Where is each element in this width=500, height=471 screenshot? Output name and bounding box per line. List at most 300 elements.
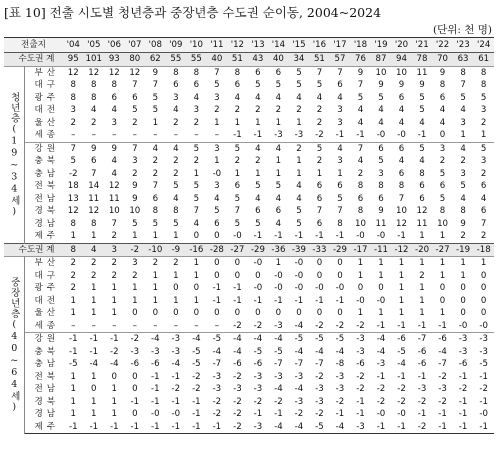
year-header: '10 [186, 38, 207, 53]
value-cell: 5 [419, 105, 425, 116]
value-cell: -7 [274, 359, 283, 370]
value-cell: 5 [460, 181, 466, 192]
value-cell: -2 [192, 384, 201, 395]
table-row [4, 142, 494, 155]
value-cell: 1 [111, 295, 118, 306]
value-cell: 5 [296, 218, 302, 229]
year-header: '20 [391, 38, 412, 53]
value-cell: 6 [275, 206, 282, 217]
value-cell: 1 [91, 308, 97, 319]
value-cell: -0 [233, 231, 242, 242]
value-cell: -7 [438, 359, 447, 370]
value-cell: 2 [357, 168, 364, 179]
value-cell: 3 [214, 92, 220, 103]
total-row [4, 243, 494, 257]
value-cell: -2 [227, 421, 248, 434]
value-cell: 6 [419, 181, 425, 192]
value-cell: 7 [152, 181, 159, 192]
value-cell: -1 [192, 396, 201, 407]
value-cell: -0 [376, 295, 386, 306]
value-cell: 1 [398, 295, 405, 306]
value-cell: 2 [255, 105, 261, 116]
value-cell: -3 [335, 384, 345, 395]
value-cell: 4 [275, 193, 282, 204]
value-cell: 1 [91, 396, 97, 407]
value-cell: -3 [212, 384, 222, 395]
value-cell: 2 [234, 105, 241, 116]
value-cell: 5 [193, 193, 200, 204]
value-cell: -2 [397, 396, 406, 407]
region-label: 경남 [34, 218, 60, 229]
value-cell: -1 [151, 384, 160, 395]
table-row [4, 320, 494, 333]
value-cell: 2 [173, 117, 179, 128]
value-cell: 2 [316, 105, 323, 116]
value-cell: 101 [84, 53, 105, 67]
value-cell: -1 [438, 320, 447, 331]
value-cell: 9 [378, 206, 384, 217]
value-cell: -4 [397, 359, 406, 370]
value-cell: -2 [356, 371, 365, 382]
value-cell: -3 [130, 346, 140, 357]
value-cell: -1 [397, 320, 406, 331]
value-cell: 2 [460, 156, 466, 167]
value-cell: 5 [214, 206, 220, 217]
value-cell: 4 [439, 117, 446, 128]
value-cell: 8 [337, 218, 343, 229]
value-cell: -3 [294, 371, 304, 382]
value-cell: 2 [316, 156, 323, 167]
value-cell: 7 [330, 66, 351, 79]
value-cell: 9 [84, 142, 105, 155]
table-row [4, 396, 494, 409]
value-cell: -1 [186, 421, 207, 434]
value-cell: 4 [453, 142, 474, 155]
value-cell: -3 [253, 371, 263, 382]
value-cell: 9 [145, 66, 166, 79]
value-cell: -2 [438, 396, 447, 407]
value-cell: -3 [458, 346, 468, 357]
value-cell: -4 [212, 346, 222, 357]
value-cell: -0 [335, 283, 345, 294]
value-cell: 6 [234, 80, 241, 91]
value-cell: 5 [419, 92, 425, 103]
value-cell: -4 [110, 359, 119, 370]
value-cell: 1 [480, 130, 487, 141]
value-cell: -19 [453, 243, 474, 257]
value-cell: 0 [460, 295, 466, 306]
value-cell: -1 [458, 371, 468, 382]
region-label: 대전 [34, 295, 60, 306]
value-cell: 1 [296, 117, 302, 128]
year-header: '14 [268, 38, 289, 53]
value-cell: -1 [432, 421, 453, 434]
value-cell: -33 [309, 243, 330, 257]
value-cell: 0 [173, 308, 179, 319]
value-cell: 2 [70, 270, 76, 281]
value-cell: -4 [294, 384, 304, 395]
value-cell: 0 [132, 371, 138, 382]
value-cell: 0 [234, 270, 241, 281]
value-cell: -5 [192, 346, 201, 357]
value-cell: 5 [193, 181, 200, 192]
value-cell: 0 [275, 308, 282, 319]
value-cell: 0 [234, 308, 241, 319]
value-cell: 1 [193, 168, 200, 179]
value-cell: 10 [391, 66, 412, 79]
value-cell: -1 [130, 396, 140, 407]
value-cell: 7 [207, 66, 228, 79]
value-cell: 8 [91, 218, 97, 229]
region-label: 강원 [24, 142, 63, 155]
value-cell: -3 [166, 333, 187, 346]
value-cell: -2 [294, 409, 304, 420]
value-cell: 10 [108, 206, 120, 217]
region-label: 충북 [34, 156, 60, 167]
year-header: '16 [309, 38, 330, 53]
value-cell: – [194, 320, 199, 331]
value-cell: -3 [417, 384, 427, 395]
value-cell: 93 [104, 53, 125, 67]
value-cell: 7 [350, 142, 371, 155]
value-cell: 40 [268, 53, 289, 67]
value-cell: -3 [151, 346, 160, 357]
value-cell: 4 [214, 193, 220, 204]
value-cell: -1 [274, 295, 283, 306]
value-cell: 62 [145, 53, 166, 67]
value-cell: 5 [173, 218, 179, 229]
value-cell: 6 [111, 92, 118, 103]
value-cell: 1 [70, 231, 76, 242]
value-cell: -2 [233, 409, 242, 420]
value-cell: 1 [439, 308, 446, 319]
value-cell: -1 [335, 130, 345, 141]
value-cell: 9 [132, 181, 138, 192]
value-cell: 1 [316, 168, 323, 179]
value-cell: -0 [458, 320, 468, 331]
value-cell: 3 [460, 117, 466, 128]
value-cell: -4 [89, 359, 99, 370]
table-row [4, 79, 494, 92]
year-header: '13 [248, 38, 269, 53]
value-cell: 0 [480, 283, 487, 294]
value-cell: -6 [417, 346, 427, 357]
value-cell: 4 [460, 105, 466, 116]
value-cell: 2 [70, 117, 76, 128]
value-cell: 1 [275, 168, 282, 179]
value-cell: 87 [371, 53, 392, 67]
value-cell: 8 [152, 206, 159, 217]
value-cell: 1 [234, 168, 241, 179]
value-cell: 1 [152, 231, 159, 242]
value-cell: 5 [378, 156, 384, 167]
value-cell: -16 [186, 243, 207, 257]
value-cell: -1 [479, 396, 488, 407]
value-cell: -4 [315, 346, 324, 357]
value-cell: 3 [337, 156, 343, 167]
value-cell: -1 [458, 409, 468, 420]
value-cell: 6 [480, 206, 487, 217]
value-cell: -36 [268, 243, 289, 257]
value-cell: -1 [438, 409, 447, 420]
value-cell: 2 [255, 156, 261, 167]
value-cell: 7 [125, 142, 146, 155]
value-cell: 8 [70, 218, 76, 229]
value-cell: 2 [193, 117, 200, 128]
value-cell: 12 [396, 218, 407, 229]
value-cell: 10 [355, 218, 366, 229]
value-cell: 4 [419, 117, 425, 128]
value-cell: -1 [335, 295, 345, 306]
value-cell: 0 [193, 283, 200, 294]
value-cell: -4 [330, 421, 351, 434]
region-label: 광주 [34, 283, 60, 294]
value-cell: 3 [111, 117, 118, 128]
value-cell: -1 [274, 231, 283, 242]
value-cell: 1 [173, 295, 179, 306]
value-cell: 8 [63, 243, 84, 257]
value-cell: 0 [296, 308, 302, 319]
value-cell: 6 [391, 142, 412, 155]
value-cell: 13 [67, 193, 79, 204]
value-cell: 2 [173, 168, 179, 179]
value-cell: 0 [173, 283, 179, 294]
value-cell: 6 [316, 218, 323, 229]
value-cell: -0 [289, 257, 310, 270]
value-cell: -4 [371, 333, 392, 346]
value-cell: -5 [397, 346, 406, 357]
region-label: 강원 [24, 333, 63, 346]
group-label: 청년층(19~34세) [4, 66, 24, 243]
value-cell: 8 [227, 66, 248, 79]
value-cell: 4 [173, 105, 179, 116]
value-cell: 4 [357, 117, 364, 128]
value-cell: 5 [357, 92, 364, 103]
value-cell: 5 [227, 142, 248, 155]
value-cell: -1 [212, 283, 222, 294]
year-header: '06 [104, 38, 125, 53]
value-cell: 2 [296, 105, 302, 116]
value-cell: 55 [166, 53, 187, 67]
region-label: 대구 [34, 270, 60, 281]
region-label: 전북 [34, 371, 60, 382]
value-cell: 78 [412, 53, 433, 67]
value-cell: 0 [132, 308, 138, 319]
value-cell: -1 [68, 346, 78, 357]
value-cell: -2 [376, 396, 386, 407]
value-cell: 8 [378, 181, 384, 192]
value-cell: 0 [193, 308, 200, 319]
value-cell: -1 [63, 421, 84, 434]
value-cell: 6 [316, 193, 323, 204]
table-row [4, 193, 494, 206]
value-cell: 7 [63, 142, 84, 155]
value-cell: 1 [412, 257, 433, 270]
value-cell: 7 [152, 80, 159, 91]
value-cell: 4 [234, 92, 241, 103]
value-cell: 0 [207, 257, 228, 270]
value-cell: -2 [315, 130, 324, 141]
value-cell: 7 [193, 206, 200, 217]
value-cell: 1 [398, 270, 405, 281]
value-cell: 1 [439, 270, 446, 281]
value-cell: -5 [309, 421, 330, 434]
value-cell: 1 [398, 283, 405, 294]
value-cell: -0 [479, 320, 488, 331]
value-cell: 1 [398, 308, 405, 319]
value-cell: 1 [70, 409, 76, 420]
value-cell: -1 [104, 421, 125, 434]
table-body [4, 53, 494, 434]
value-cell: 9 [460, 218, 466, 229]
value-cell: 3 [214, 181, 220, 192]
value-cell: 1 [70, 371, 76, 382]
value-cell: – [214, 320, 220, 331]
value-cell: -1 [479, 371, 488, 382]
year-header: '12 [227, 38, 248, 53]
value-cell: -1 [253, 295, 263, 306]
region-label: 제주 [34, 231, 60, 242]
value-cell: 8 [70, 80, 76, 91]
value-cell: 5 [480, 92, 487, 103]
value-cell: 0 [132, 384, 138, 395]
value-cell: -1 [84, 421, 105, 434]
value-cell: – [112, 130, 117, 141]
value-cell: -4 [274, 384, 283, 395]
value-cell: 0 [480, 308, 487, 319]
value-cell: -1 [207, 421, 228, 434]
value-cell: 18 [67, 181, 79, 192]
value-cell: 1 [193, 295, 200, 306]
value-cell: -5 [253, 346, 263, 357]
value-cell: 1 [473, 257, 494, 270]
value-cell: 2 [193, 156, 200, 167]
value-cell: 1 [350, 257, 371, 270]
value-cell: 8 [473, 66, 494, 79]
value-cell: 5 [473, 142, 494, 155]
value-cell: 2 [419, 270, 425, 281]
value-cell: -0 [212, 168, 222, 179]
table-row [4, 230, 494, 243]
table-row [4, 218, 494, 231]
value-cell: -2 [335, 396, 345, 407]
value-cell: -2 [212, 396, 222, 407]
value-cell: 3 [125, 257, 146, 270]
value-cell: 7 [337, 206, 343, 217]
value-cell: 80 [125, 53, 146, 67]
value-cell: -0 [248, 257, 269, 270]
region-label: 충남 [34, 359, 60, 370]
value-cell: -0 [274, 283, 283, 294]
year-header: '24 [473, 38, 494, 53]
value-cell: – [153, 320, 158, 331]
value-cell: 6 [152, 193, 159, 204]
value-cell: 1 [439, 231, 446, 242]
year-header: '08 [145, 38, 166, 53]
value-cell: -3 [473, 333, 494, 346]
year-header: '15 [289, 38, 310, 53]
value-cell: -0 [356, 231, 365, 242]
value-cell: -29 [248, 243, 269, 257]
value-cell: 1 [275, 117, 282, 128]
value-cell: 1 [132, 295, 138, 306]
value-cell: -3 [253, 384, 263, 395]
value-cell: -2 [397, 384, 406, 395]
value-cell: 6 [419, 193, 425, 204]
value-cell: 5 [412, 142, 433, 155]
value-cell: -6 [233, 359, 242, 370]
value-cell: 8 [70, 92, 76, 103]
value-cell: 0 [439, 130, 446, 141]
value-cell: -3 [315, 396, 324, 407]
value-cell: 0 [337, 270, 343, 281]
value-cell: -1 [356, 409, 365, 420]
value-cell: -11 [371, 243, 392, 257]
value-cell: 6 [337, 181, 343, 192]
value-cell: 2 [214, 105, 220, 116]
value-cell: 8 [398, 181, 405, 192]
value-cell: 8 [439, 206, 446, 217]
value-cell: 6 [268, 66, 289, 79]
value-cell: 4 [398, 105, 405, 116]
unit-label: (단위: 천 명) [433, 24, 492, 36]
value-cell: -1 [274, 409, 283, 420]
value-cell: 57 [330, 53, 351, 67]
value-cell: 0 [316, 270, 323, 281]
value-cell: 1 [91, 409, 97, 420]
value-cell: 9 [104, 142, 125, 155]
value-cell: 1 [453, 257, 474, 270]
value-cell: 1 [268, 257, 289, 270]
value-cell: 11 [412, 66, 433, 79]
value-cell: 6 [91, 156, 97, 167]
value-cell: 0 [337, 308, 343, 319]
value-cell: 6 [378, 193, 384, 204]
region-label: 전남 [34, 384, 60, 395]
value-cell: 1 [234, 117, 241, 128]
value-cell: 51 [227, 53, 248, 67]
value-cell: 1 [111, 384, 118, 395]
value-cell: 9 [378, 80, 384, 91]
value-cell: -1 [315, 295, 324, 306]
value-cell: 4 [268, 142, 289, 155]
value-cell: -10 [145, 243, 166, 257]
value-cell: -0 [171, 409, 181, 420]
value-cell: -3 [453, 333, 474, 346]
value-cell: 3 [207, 142, 228, 155]
value-cell: 7 [398, 193, 405, 204]
value-cell: -1 [253, 409, 263, 420]
value-cell: -0 [397, 409, 406, 420]
value-cell: -2 [125, 243, 146, 257]
value-cell: -6 [458, 359, 468, 370]
value-cell: 8 [173, 206, 179, 217]
value-cell: 0 [255, 270, 261, 281]
value-cell: 1 [193, 270, 200, 281]
value-cell: 9 [398, 80, 405, 91]
value-cell: -1 [356, 130, 365, 141]
table-row [4, 155, 494, 168]
value-cell: 8 [439, 80, 446, 91]
table-row [4, 295, 494, 308]
value-cell: 4 [296, 92, 302, 103]
value-cell: 2 [70, 283, 76, 294]
value-cell: 11 [88, 193, 100, 204]
value-cell: 6 [173, 80, 179, 91]
value-cell: -2 [125, 333, 146, 346]
value-cell: -3 [356, 346, 365, 357]
value-cell: -1 [473, 421, 494, 434]
